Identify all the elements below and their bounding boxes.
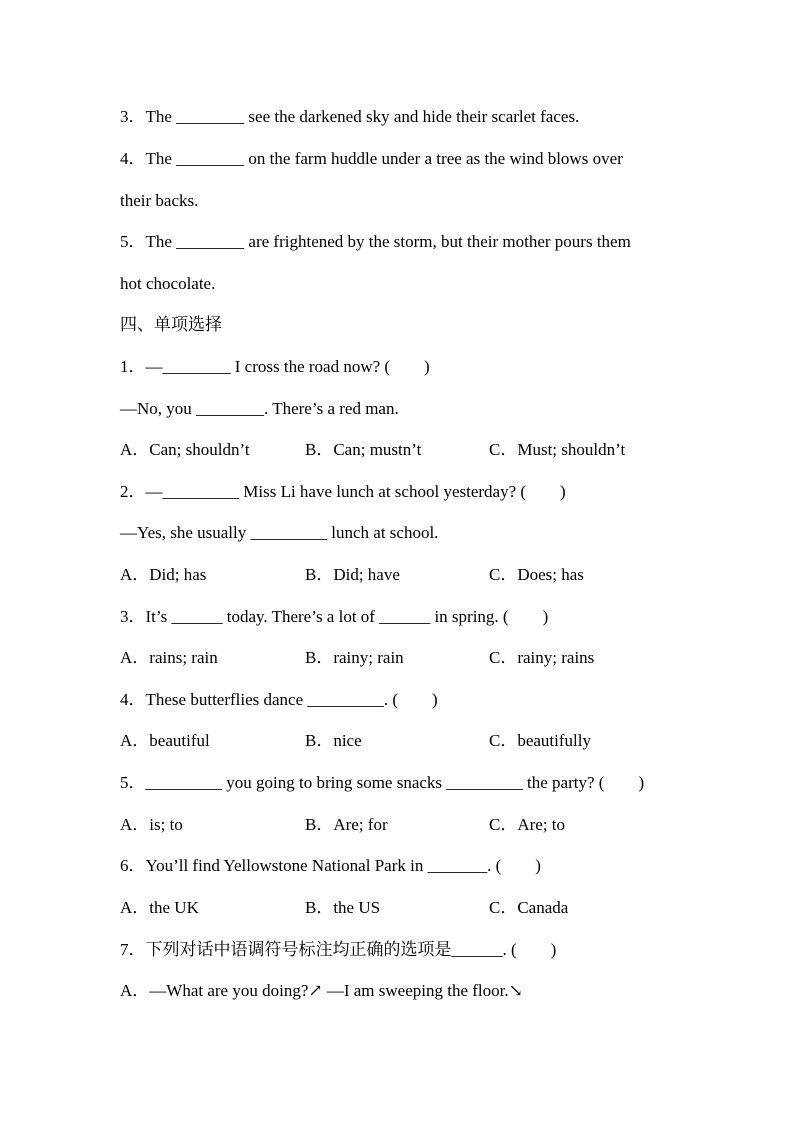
fill-in-line: 4．The ________ on the farm huddle under a tree as the wind blows over — [120, 149, 623, 168]
question-line: 2．—_________ Miss Li have lunch at school yesterday? ( ) — [120, 482, 566, 501]
section-heading: 四、单项选择 — [120, 315, 222, 335]
option-a: A．Did; has — [120, 565, 207, 584]
option-a: A．the UK — [120, 898, 199, 917]
option-a: A．Can; shouldn’t — [120, 440, 250, 459]
option-b: B．Can; mustn’t — [305, 440, 422, 459]
option-b: B．Did; have — [305, 565, 400, 584]
option-a: A．is; to — [120, 815, 183, 834]
option-b: B．nice — [305, 731, 362, 750]
option-b: B．Are; for — [305, 815, 388, 834]
option-b: B．rainy; rain — [305, 648, 404, 667]
question-line: 7．下列对话中语调符号标注均正确的选项是______. ( ) — [120, 940, 557, 959]
option-c: C．Must; shouldn’t — [489, 440, 626, 459]
question-line: —Yes, she usually _________ lunch at school. — [120, 523, 439, 542]
question-line: 3．It’s ______ today. There’s a lot of ______ in spring. ( ) — [120, 607, 549, 626]
fill-in-line: 5．The ________ are frightened by the storm, but their mother pours them — [120, 232, 631, 251]
option-c: C．Canada — [489, 898, 569, 917]
option-c: C．rainy; rains — [489, 648, 595, 667]
option-c: C．Are; to — [489, 815, 566, 834]
fill-in-line: 3．The ________ see the darkened sky and hide their scarlet faces. — [120, 107, 580, 126]
question-line: 5．_________ you going to bring some snacks _________ the party? ( ) — [120, 773, 645, 792]
question-line: 1．—________ I cross the road now? ( ) — [120, 357, 430, 376]
option-c: C．beautifully — [489, 731, 591, 750]
question-line: 6．You’ll find Yellowstone National Park in _______. ( ) — [120, 856, 541, 875]
option-a: A．rains; rain — [120, 648, 218, 667]
option-a: A．—What are you doing?↗ —I am sweeping the floor.↘ — [120, 981, 523, 1000]
question-line: 4．These butterflies dance _________. ( ) — [120, 690, 438, 709]
option-a: A．beautiful — [120, 731, 210, 750]
option-c: C．Does; has — [489, 565, 584, 584]
option-b: B．the US — [305, 898, 381, 917]
fill-in-line: their backs. — [120, 191, 199, 210]
question-line: —No, you ________. There’s a red man. — [120, 399, 399, 418]
fill-in-line: hot chocolate. — [120, 274, 216, 293]
